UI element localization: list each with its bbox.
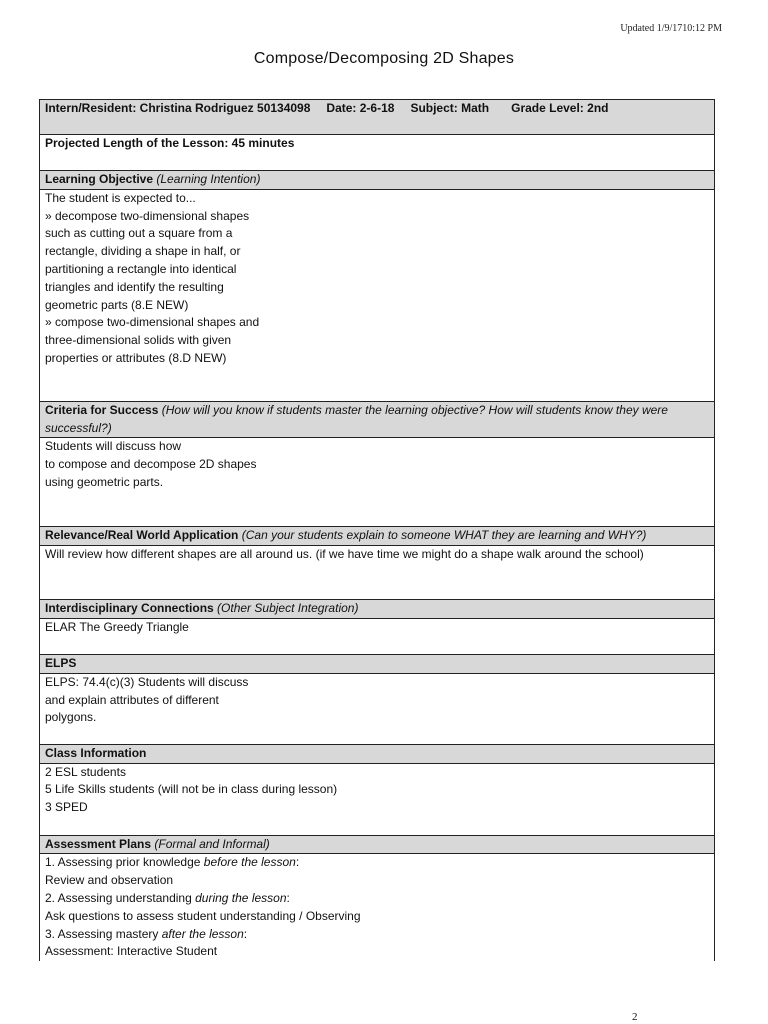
interdisciplinary-line: ELAR The Greedy Triangle <box>45 619 189 634</box>
assessment-emphasis: after the lesson <box>161 926 244 941</box>
assessment-label: Assessment Plans <box>45 836 152 851</box>
header-cell <box>40 100 715 135</box>
header-line <box>45 101 624 115</box>
assessment-line: Review and observation <box>45 873 174 888</box>
interdisciplinary-body <box>40 618 715 654</box>
lesson-subject: Subject: Math <box>410 101 490 115</box>
assessment-text: 1. Assessing prior knowledge <box>45 855 204 870</box>
assessment-colon: : <box>243 926 248 941</box>
objective-line: » compose two-dimensional shapes and <box>45 315 260 330</box>
criteria-line: Students will discuss how <box>45 439 182 454</box>
class-info-line: 3 SPED <box>45 800 88 815</box>
assessment-body <box>40 854 715 961</box>
objective-line: such as cutting out a square from a <box>45 226 233 241</box>
criteria-line: using geometric parts. <box>45 474 164 489</box>
interdisciplinary-body-row <box>40 618 715 654</box>
elps-header-row <box>40 654 715 673</box>
criteria-body <box>40 438 715 527</box>
elps-line: polygons. <box>45 710 97 725</box>
criteria-label: Criteria for Success <box>45 402 159 417</box>
class-info-body-row <box>40 763 715 835</box>
header-row <box>40 100 715 135</box>
criteria-header <box>40 401 715 438</box>
assessment-header <box>40 835 715 854</box>
relevance-hint: (Can your students explain to someone WHAT they are learning and WHY?) <box>241 528 647 543</box>
updated-timestamp: Updated 1/9/1710:12 PM <box>620 23 722 34</box>
interdisciplinary-label: Interdisciplinary Connections <box>45 601 214 616</box>
elps-line: ELPS: 74.4(c)(3) Students will discuss <box>45 674 249 689</box>
class-info-header <box>40 744 715 763</box>
relevance-line: Will review how different shapes are all around us. (if we have time we might do a shape walk around the school) <box>45 547 644 562</box>
projected-length-row <box>40 135 715 171</box>
criteria-hint: (How will you know if students master the learning objective? How will students know they were <box>161 402 668 417</box>
class-info-body <box>40 763 715 835</box>
page-title: Compose/Decomposing 2D Shapes <box>253 50 515 67</box>
elps-body-row <box>40 673 715 744</box>
assessment-text: 2. Assessing understanding <box>45 890 196 905</box>
objective-line: three-dimensional solids with given <box>45 333 232 348</box>
intern-name: Intern/Resident: Christina Rodriguez 50134098 <box>45 101 311 115</box>
assessment-body-row <box>40 854 715 961</box>
objective-hint: (Learning Intention) <box>156 172 261 186</box>
objective-line: partitioning a rectangle into identical <box>45 261 237 276</box>
assessment-emphasis: before the lesson <box>203 855 296 870</box>
assessment-text: 3. Assessing mastery <box>45 926 162 941</box>
objective-body <box>40 189 715 401</box>
objective-header <box>40 171 715 190</box>
class-info-header-row <box>40 744 715 763</box>
assessment-colon: : <box>286 890 290 905</box>
interdisciplinary-hint: (Other Subject Integration) <box>217 601 359 616</box>
elps-header <box>40 654 715 673</box>
relevance-label: Relevance/Real World Application <box>45 528 239 543</box>
objective-label: Learning Objective <box>45 172 154 186</box>
assessment-line <box>45 890 714 908</box>
objective-line: » decompose two-dimensional shapes <box>45 208 250 223</box>
criteria-hint-continued: successful?) <box>45 420 112 435</box>
objective-line: The student is expected to... <box>45 190 196 205</box>
assessment-colon: : <box>295 855 300 870</box>
class-info-label: Class Information <box>45 745 147 760</box>
objective-body-row <box>40 189 715 401</box>
elps-line: and explain attributes of different <box>45 692 219 707</box>
objective-header-row <box>40 171 715 190</box>
relevance-body <box>40 546 715 600</box>
objective-line: rectangle, dividing a shape in half, or <box>45 244 241 259</box>
lesson-date: Date: 2-6-18 <box>326 101 395 115</box>
criteria-line: to compose and decompose 2D shapes <box>45 457 257 472</box>
relevance-header-row <box>40 527 715 546</box>
objective-line: geometric parts (8.E NEW) <box>45 297 189 312</box>
assessment-header-row <box>40 835 715 854</box>
objective-line: triangles and identify the resulting <box>45 279 224 294</box>
assessment-hint: (Formal and Informal) <box>154 836 270 851</box>
projected-length: Projected Length of the Lesson: 45 minutes <box>40 135 715 171</box>
class-info-line: 2 ESL students <box>45 764 126 779</box>
objective-line: properties or attributes (8.D NEW) <box>45 350 227 365</box>
assessment-line <box>45 854 714 872</box>
relevance-header <box>40 527 715 546</box>
interdisciplinary-header <box>40 600 715 619</box>
lesson-plan-table <box>39 99 715 961</box>
elps-label: ELPS <box>45 655 77 670</box>
criteria-body-row <box>40 438 715 527</box>
grade-level: Grade Level: 2nd <box>511 101 609 115</box>
assessment-emphasis: during the lesson <box>195 890 287 905</box>
elps-body <box>40 673 715 744</box>
relevance-body-row <box>40 546 715 600</box>
assessment-line: Assessment: Interactive Student <box>45 944 218 959</box>
page-number: 2 <box>632 1011 638 1023</box>
criteria-header-row <box>40 401 715 438</box>
class-info-line: 5 Life Skills students (will not be in class during lesson) <box>45 782 338 797</box>
interdisciplinary-header-row <box>40 600 715 619</box>
assessment-line: Ask questions to assess student understanding / Observing <box>45 908 361 923</box>
assessment-line <box>45 926 714 944</box>
